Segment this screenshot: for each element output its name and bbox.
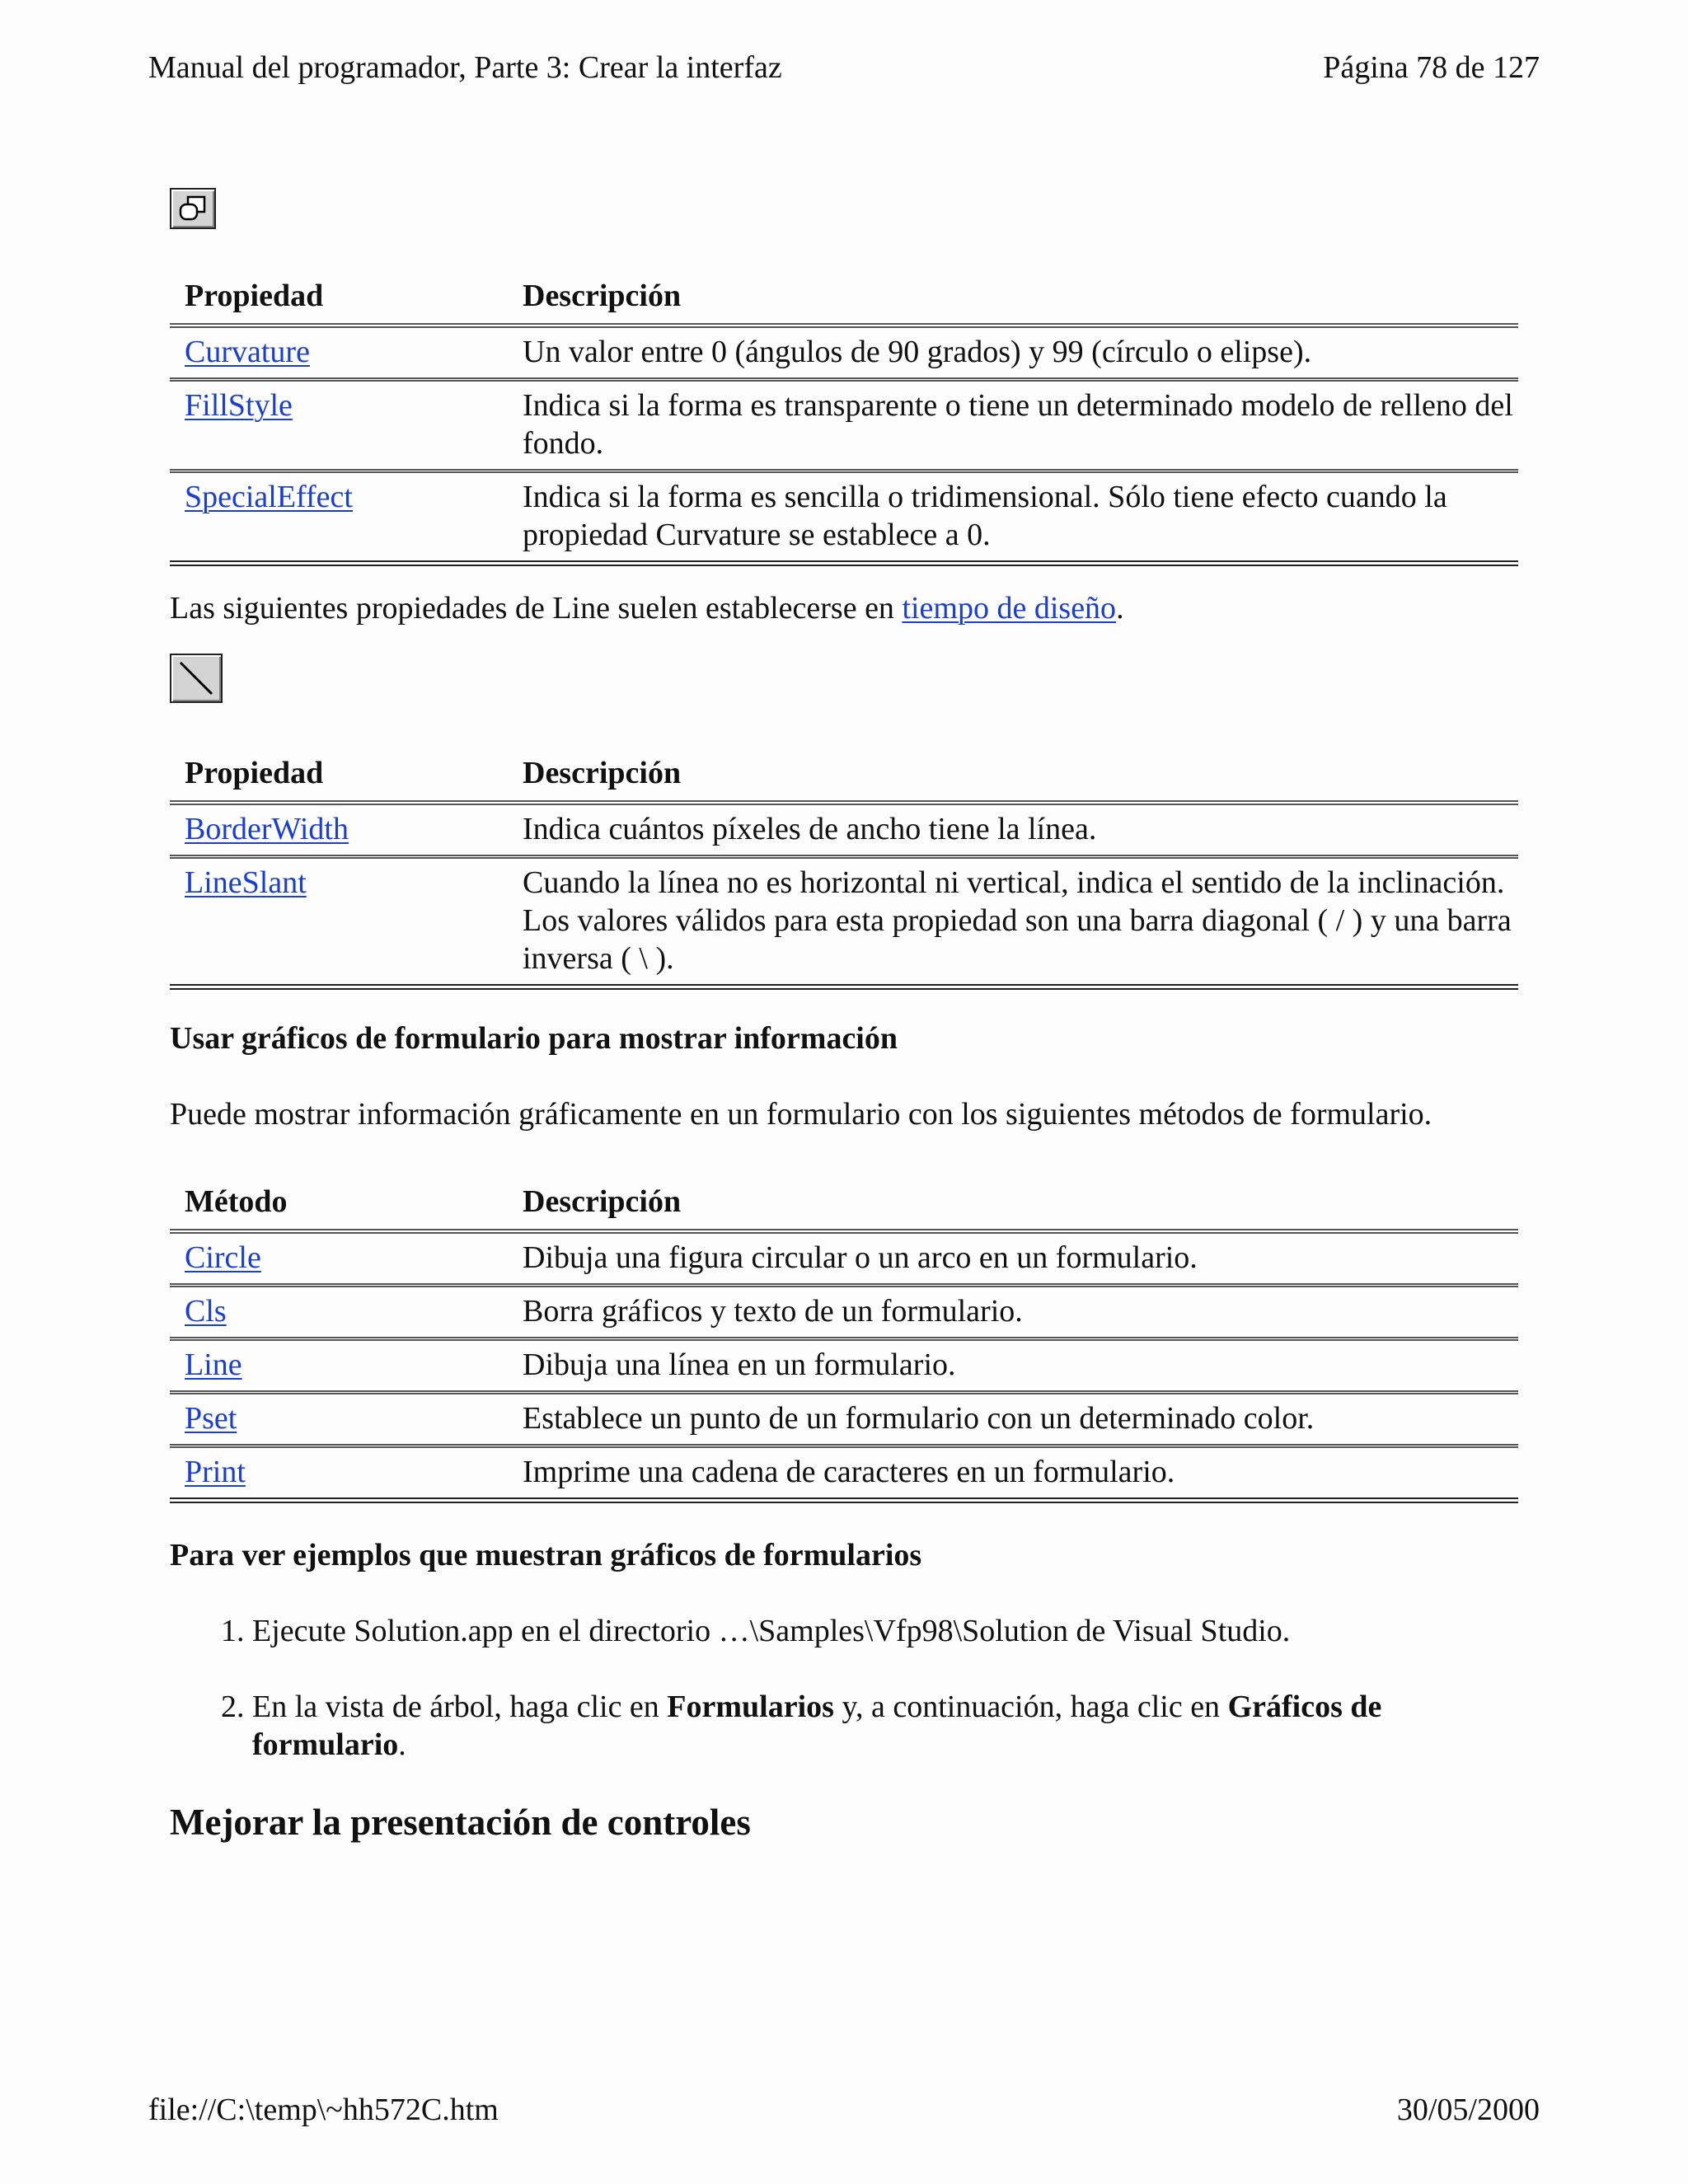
page-header [148,49,1540,86]
specialeffect-link[interactable]: SpecialEffect [185,480,353,514]
column-header: Descripción [523,756,682,790]
page-footer [148,2092,1540,2128]
shape-tool-icon [170,188,216,229]
line-icon [177,660,215,696]
column-header: Propiedad [185,279,324,313]
page-content [170,188,1518,1844]
line-intro-text: Las siguientes propiedades de Line suelen establecerse en [170,591,903,626]
table-header-row [170,1183,1518,1231]
footer-date: 30/05/2000 [1396,2093,1540,2127]
section-intro: Puede mostrar información gráficamente en un formulario con los siguientes métodos de formulario. [170,1097,1432,1132]
line-tool-icon [170,654,223,703]
table-cell: Indica si la forma es sencilla o tridimensional. Sólo tiene efecto cuando la propiedad Curvature se establece a 0. [523,480,1447,552]
examples-heading: Para ver ejemplos que muestran gráficos de formularios [170,1538,922,1572]
column-header: Propiedad [185,756,324,790]
table-cell: Cuando la línea no es horizontal ni vertical, indica el sentido de la inclinación. Los valores válidos para esta propiedad son una barra diagonal ( / ) y una barra inversa ( \ ). [523,865,1512,976]
step-2-bold-graphics: Gráficos de formulario [252,1690,1382,1762]
fillstyle-link[interactable]: FillStyle [185,388,293,423]
table-cell: Indica si la forma es transparente o tiene un determinado modelo de relleno del fondo. [523,388,1513,461]
line-intro-end: . [1116,591,1124,626]
table-cell: Dibuja una figura circular o un arco en un formulario. [523,1240,1198,1275]
list-item [252,1612,1518,1650]
borderwidth-link[interactable]: BorderWidth [185,812,349,846]
methods-table [170,1183,1518,1503]
pset-link[interactable]: Pset [185,1401,237,1436]
print-link[interactable]: Print [185,1455,246,1489]
column-header: Descripción [523,279,682,313]
step-2-text-middle: y, a continuación, haga clic en [833,1690,1228,1724]
table-cell: Establece un punto de un formulario con un determinado color. [523,1401,1315,1436]
line-intro-paragraph [170,589,1518,627]
table-header-row [170,754,1518,803]
lineslant-link[interactable]: LineSlant [185,865,307,900]
shape-icon [176,194,209,223]
design-time-link[interactable]: tiempo de diseño [902,591,1117,626]
table-cell: Dibuja una línea en un formulario. [523,1347,956,1382]
cls-link[interactable]: Cls [185,1294,227,1329]
table-row [170,803,1518,857]
curvature-link[interactable]: Curvature [185,335,310,369]
table-row [170,1339,1518,1393]
table-cell: Imprime una cadena de caracteres en un formulario. [523,1455,1175,1489]
header-title: Manual del programador, Parte 3: Crear la interfaz [148,50,782,85]
step-2-text: En la vista de árbol, haga clic en [252,1690,668,1724]
examples-steps [170,1612,1518,1764]
table-row [170,380,1518,471]
step-2-text-end: . [398,1727,406,1762]
step-2-bold-forms: Formularios [667,1690,834,1724]
column-header: Método [185,1184,288,1219]
line-properties-table [170,754,1518,990]
table-row [170,1286,1518,1339]
table-header-row [170,277,1518,326]
table-cell: Indica cuántos píxeles de ancho tiene la línea. [523,812,1097,846]
circle-link[interactable]: Circle [185,1240,261,1275]
shape-properties-table [170,277,1518,566]
table-row [170,857,1518,987]
table-row [170,1231,1518,1286]
table-row [170,326,1518,380]
line-link[interactable]: Line [185,1347,242,1382]
header-page-number: Página 78 de 127 [1323,50,1540,85]
footer-file-path: file://C:\temp\~hh572C.htm [148,2093,499,2127]
table-cell: Borra gráficos y texto de un formulario. [523,1294,1023,1329]
step-1-text: Ejecute Solution.app en el directorio …\Samples\Vfp98\Solution de Visual Studio. [252,1614,1291,1648]
table-row [170,471,1518,564]
list-item [252,1688,1518,1764]
table-cell: Un valor entre 0 (ángulos de 90 grados) y 99 (círculo o elipse). [523,335,1312,369]
table-row [170,1393,1518,1446]
section-heading: Usar gráficos de formulario para mostrar información [170,1021,898,1056]
final-heading: Mejorar la presentación de controles [170,1802,751,1843]
column-header: Descripción [523,1184,682,1219]
table-row [170,1446,1518,1501]
